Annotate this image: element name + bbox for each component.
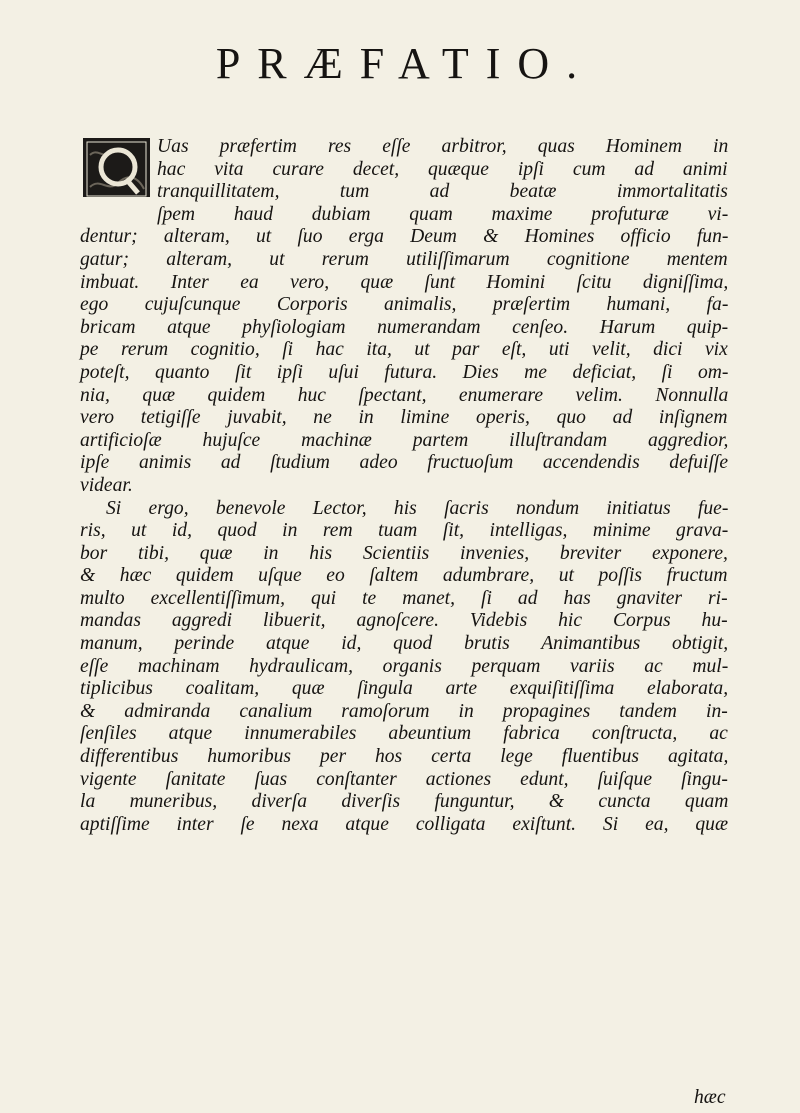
text-line: mandas aggredi libuerit, agnoſcere. Videbis hic Corpus hu- [80,610,728,632]
text-line: Uas præfertim res eſſe arbitror, quas Hominem in [157,136,729,157]
text-line: Si ergo, benevole Lector, his ſacris nondum initiatus fue- [106,497,729,519]
text-line: multo excellentiſſimum, qui te manet, ſi ad has gnaviter ri- [80,587,728,609]
text-line: ſpem haud dubiam quam maxime profuturæ vi- [157,203,729,225]
text-line: hac vita curare decet, quæque ipſi cum ad animi [157,158,728,180]
text-line: ris, ut id, quod in rem tuam ſit, intelligas, minime grava- [80,520,729,542]
text-line: poteſt, quanto ſit ipſi uſui futura. Dies me deficiat, ſi om- [80,361,729,383]
text-line: bor tibi, quæ in his Scientiis invenies, breviter exponere, [80,542,728,564]
preface-body [80,136,728,836]
text-line: tiplicibus coalitam, quæ ſingula arte exquiſitiſſima elaborata, [80,678,729,700]
catchword: hæc [694,1087,726,1108]
text-line: eſſe machinam hydraulicam, organis perquam variis ac mul- [80,655,729,677]
text-line: pe rerum cognitio, ſi hac ita, ut par eſt, uti velit, dici vix [80,339,728,361]
text-line: artificioſæ hujuſce machinæ partem illuſtrandam aggredior, [80,429,729,451]
text-line: vero tetigiſſe juvabit, ne in limine operis, quo ad inſignem [80,407,728,429]
page-title: PRÆFATIO. [215,39,595,88]
text-line: aptiſſime inter ſe nexa atque colligata exiſtunt. Si ea, quæ [80,813,729,835]
text-line: ipſe animis ad ſtudium adeo fructuoſum accendendis defuiſſe [80,452,729,474]
text-line: tranquillitatem, tum ad beatæ immortalitatis [157,181,728,203]
text-line: nia, quæ quidem huc ſpectant, enumerare velim. Nonnulla [80,384,729,406]
text-line: manum, perinde atque id, quod brutis Animantibus obtigit, [80,633,729,655]
text-line: bricam atque phyſiologiam numerandam cenſeo. Harum quip- [80,316,729,338]
text-line: dentur; alteram, ut ſuo erga Deum & Homines officio fun- [80,226,729,248]
text-line: ego cujuſcunque Corporis animalis, præſertim humani, fa- [80,294,729,316]
text-line: gatur; alteram, ut rerum utiliſſimarum cognitione mentem [80,248,728,270]
text-line: imbuat. Inter ea vero, quæ ſunt Homini ſcitu digniſſima, [80,271,729,293]
text-line: differentibus humoribus per hos certa lege fluentibus agitata, [80,746,729,768]
text-line: ſenſiles atque innumerabiles abeuntium fabrica conſtructa, ac [80,723,728,745]
text-line: videar. [80,474,133,496]
text-line: vigente ſanitate ſuas conſtanter actiones edunt, ſuiſque ſingu- [80,768,728,790]
text-line: & admiranda canalium ramoſorum in propagines tandem in- [80,700,728,722]
text-line: & hæc quidem uſque eo ſaltem adumbrare, ut poſſis fructum [80,565,728,587]
text-line: la muneribus, diverſa diverſis funguntur, & cuncta quam [80,791,729,813]
